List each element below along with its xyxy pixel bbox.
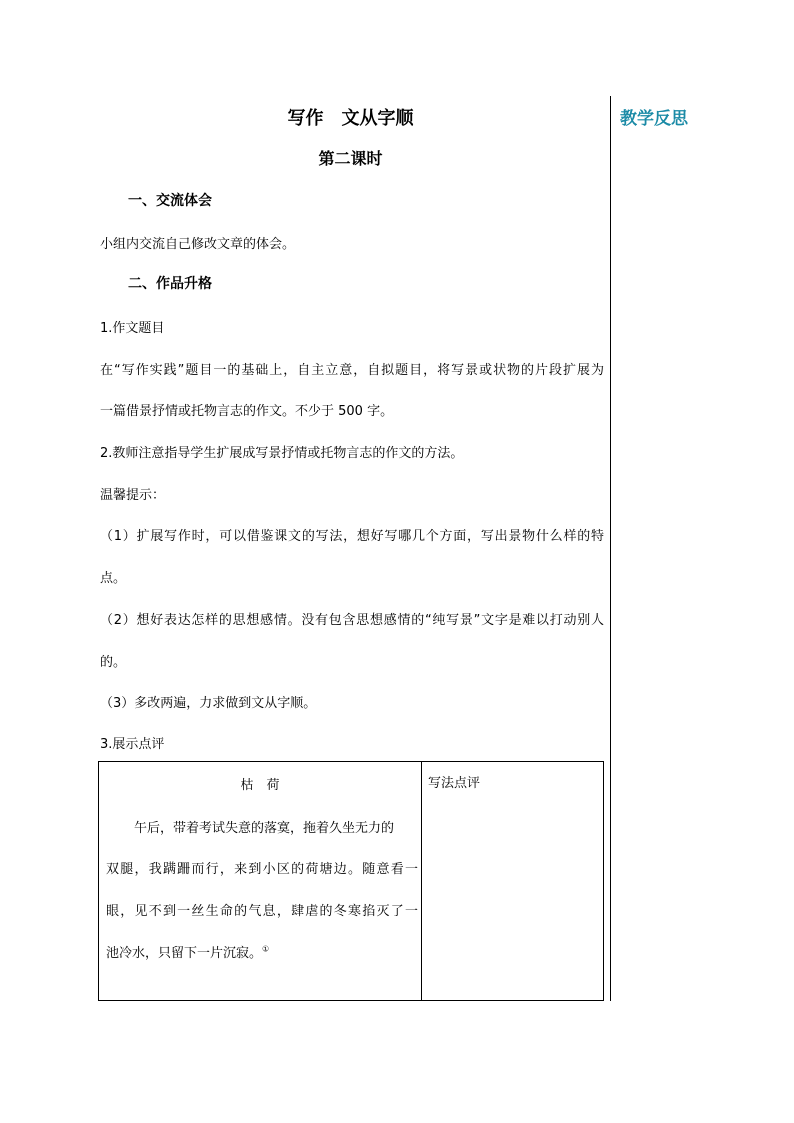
writing-comment-label: 写法点评: [428, 776, 481, 791]
tip-3-text: （3）多改两遍，力求做到文从字顺。: [100, 696, 317, 711]
tips-label: 温馨提示：: [100, 488, 166, 503]
page-title: 写作 文从字顺: [287, 108, 414, 129]
teaching-reflection-title: 教学反思: [620, 109, 688, 129]
item-1-title: 1.作文题目: [100, 321, 165, 336]
item-1-paragraph-line-1: 在“写作实践”题目一的基础上，自主立意，自拟题目，将写景或状物的片段扩展为: [100, 363, 604, 378]
item-1-paragraph-line-2: 一篇借景抒情或托物言志的作文。不少于 500 字。: [100, 404, 394, 419]
essay-title: 枯 荷: [240, 778, 280, 793]
essay-line-4-text: 池冷水，只留下一片沉寂。: [106, 946, 263, 961]
essay-line-3: 眼，见不到一丝生命的气息，肆虐的冬寒掐灭了一: [106, 904, 418, 919]
table-column-divider: [421, 762, 422, 1000]
essay-line-2: 双腿，我蹒跚而行，来到小区的荷塘边。随意看一: [106, 862, 418, 877]
item-2-text: 2.教师注意指导学生扩展成写景抒情或托物言志的作文的方法。: [100, 446, 464, 461]
section-text-exchange: 小组内交流自己修改文章的体会。: [100, 237, 296, 252]
essay-line-4: [106, 942, 269, 961]
item-3-title: 3.展示点评: [100, 737, 165, 752]
lesson-subtitle: 第二课时: [318, 149, 383, 168]
tip-2-line-1: （2）想好表达怎样的思想感情。没有包含思想感情的“纯写景”文字是难以打动别人: [100, 613, 604, 628]
section-heading-upgrade: 二、作品升格: [128, 276, 212, 292]
section-heading-exchange: 一、交流体会: [128, 193, 212, 209]
tip-1-line-2: 点。: [100, 571, 127, 586]
essay-line-1: 午后，带着考试失意的落寞，拖着久坐无力的: [134, 821, 395, 836]
tip-1-line-1: （1）扩展写作时，可以借鉴课文的写法，想好写哪几个方面，写出景物什么样的特: [100, 529, 604, 544]
margin-divider-line: [610, 96, 611, 1001]
footnote-marker: ①: [262, 944, 270, 954]
essay-review-table: [98, 761, 604, 1001]
tip-2-line-2: 的。: [100, 655, 127, 670]
